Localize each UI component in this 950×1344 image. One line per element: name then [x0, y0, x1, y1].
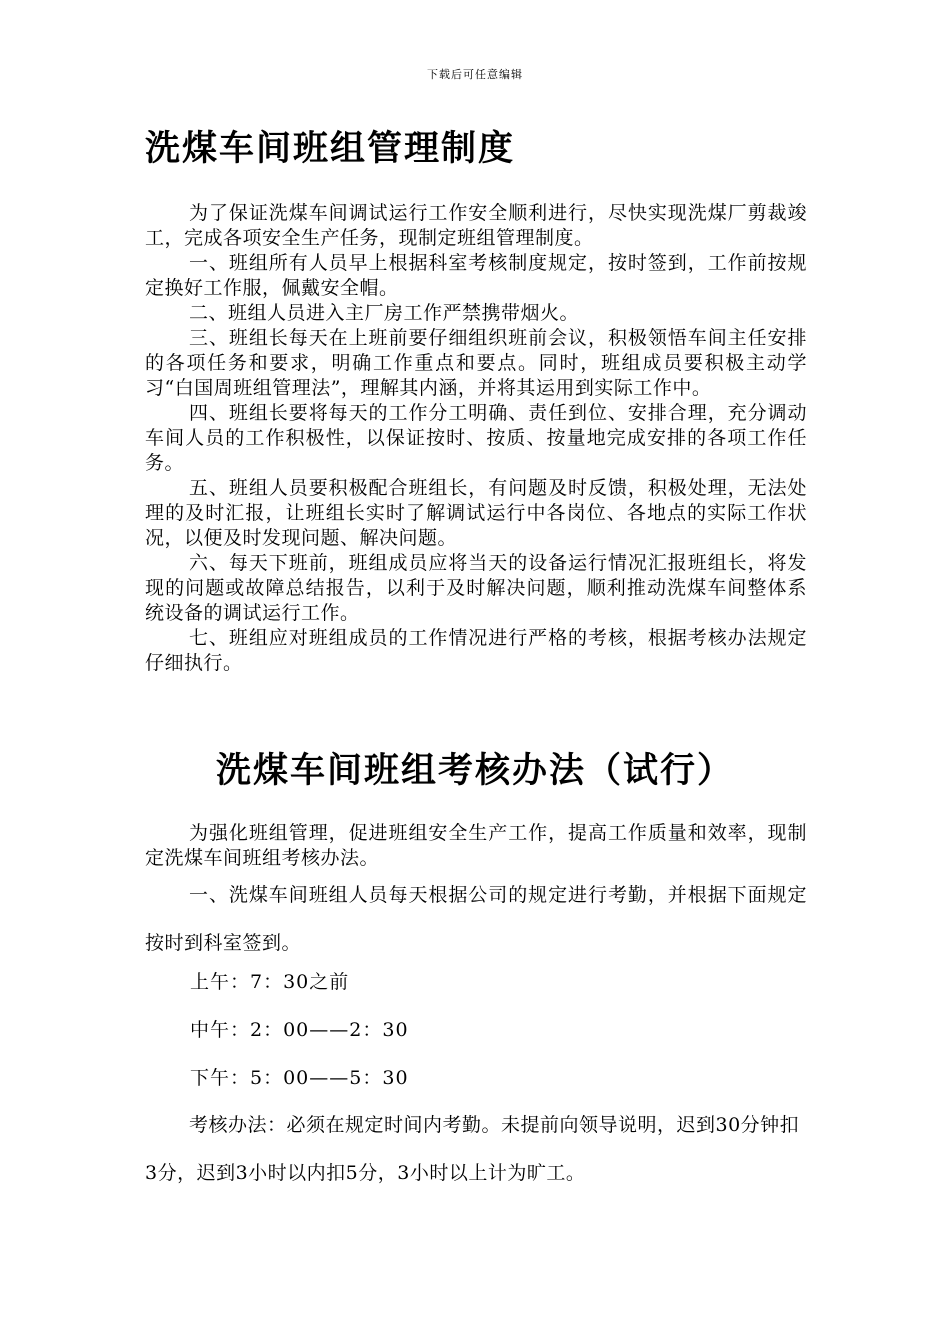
- time-noon: 中午：2：00——2：30: [190, 1019, 409, 1041]
- time-morning: 上午：7：30之前: [190, 971, 350, 993]
- doc-title-management: 洗煤车间班组管理制度: [145, 129, 516, 169]
- assessment-body: [145, 821, 807, 967]
- paragraph-rule-1: 一、班组所有人员早上根据科室考核制度规定，按时签到，工作前按规定换好工作服，佩戴安全帽。: [145, 252, 807, 299]
- paragraph-rule-3: 三、班组长每天在上班前要仔细组织班前会议，积极领悟车间主任安排的各项任务和要求，明确工作重点和要点。同时，班组成员要积极主动学习“白国周班组管理法”，理解其内涵，并将其运用到实际工作中。: [145, 327, 807, 399]
- paragraph-intro: 为了保证洗煤车间调试运行工作安全顺利进行，尽快实现洗煤厂剪裁竣工，完成各项安全生产任务，现制定班组管理制度。: [145, 202, 807, 249]
- assessment-method-body: [145, 1101, 807, 1197]
- paragraph-rule-4: 四、班组长要将每天的工作分工明确、责任到位、安排合理，充分调动车间人员的工作积极性，以保证按时、按质、按量地完成安排的各项工作任务。: [145, 402, 807, 474]
- time-afternoon: 下午：5：00——5：30: [190, 1067, 409, 1089]
- paragraph-rule-2: 二、班组人员进入主厂房工作严禁携带烟火。: [189, 302, 580, 324]
- paragraph-rule-6: 六、每天下班前，班组成员应将当天的设备运行情况汇报班组长，将发现的问题或故障总结报告，以利于及时解决问题，顺利推动洗煤车间整体系统设备的调试运行工作。: [145, 552, 807, 624]
- page-header: 下载后可任意编辑: [427, 68, 523, 81]
- paragraph-assessment-method: 考核办法：必须在规定时间内考勤。未提前向领导说明，迟到30分钟扣3分，迟到3小时以内扣5分，3小时以上计为旷工。: [145, 1114, 800, 1184]
- doc-title-assessment: 洗煤车间班组考核办法（试行）: [215, 751, 734, 791]
- management-rules-body: [145, 201, 807, 676]
- paragraph-rule-5: 五、班组人员要积极配合班组长，有问题及时反馈，积极处理，无法处理的及时汇报，让班组长实时了解调试运行中各岗位、各地点的实际工作状况，以便及时发现问题、解决问题。: [145, 477, 807, 549]
- paragraph-rule-7: 七、班组应对班组成员的工作情况进行严格的考核，根据考核办法规定仔细执行。: [145, 627, 807, 674]
- paragraph-assessment-item-1: 一、洗煤车间班组人员每天根据公司的规定进行考勤，并根据下面规定按时到科室签到。: [145, 884, 807, 954]
- paragraph-assessment-intro: 为强化班组管理，促进班组安全生产工作，提高工作质量和效率，现制定洗煤车间班组考核办法。: [145, 822, 807, 869]
